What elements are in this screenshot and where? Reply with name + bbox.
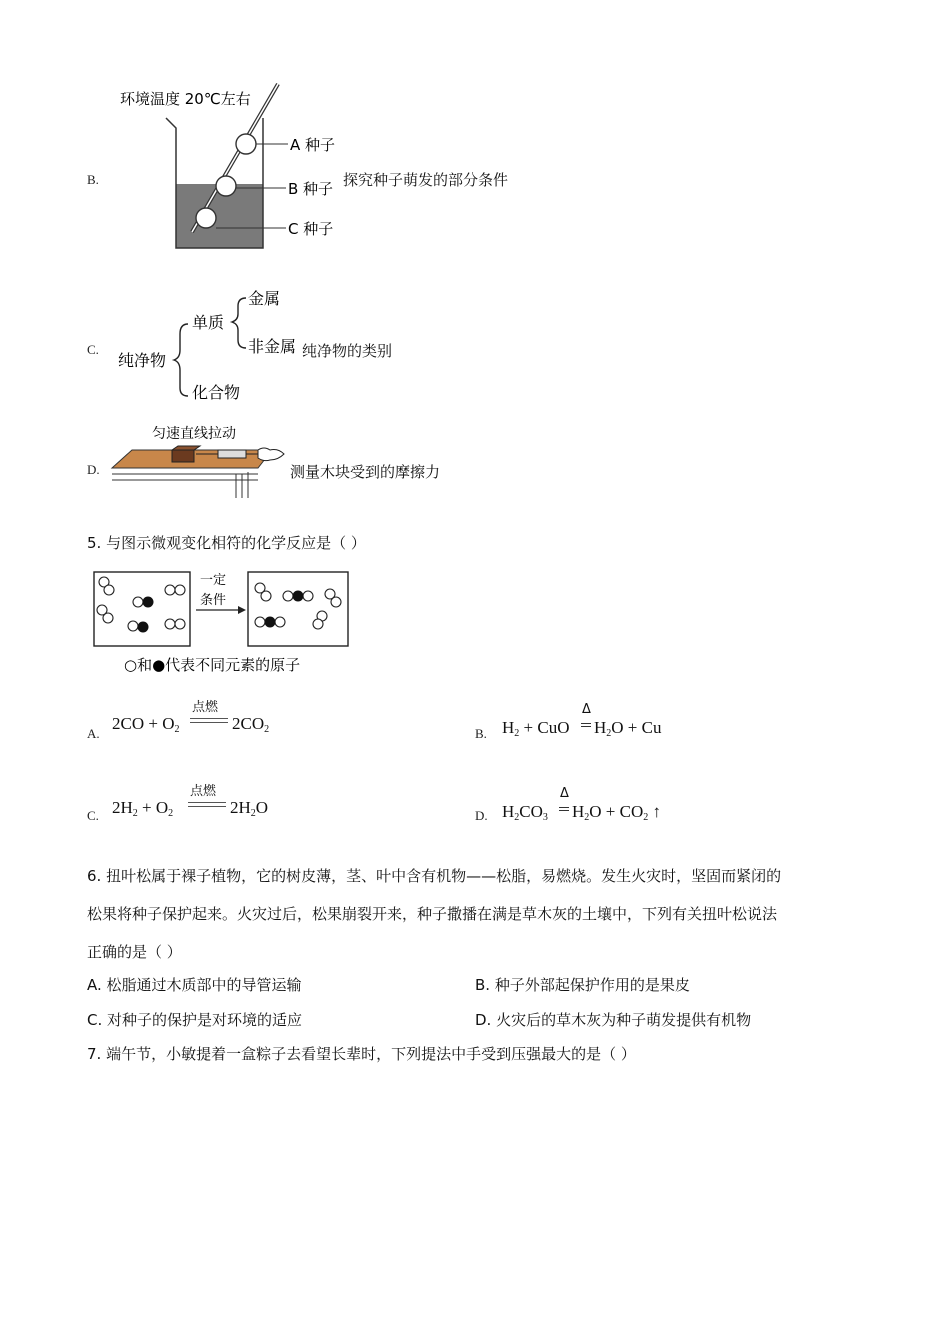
metal-text: 金属 <box>248 289 281 308</box>
q5-option-b-equation: $H_2$ + CuO Δ $H_2O + Cu$ <box>502 702 662 739</box>
q5-option-d-label: D. <box>475 808 488 823</box>
simple-text: 单质 <box>192 313 225 332</box>
q5-option-d-equation: $H_2CO_3$ Δ $H_2O + CO_2$ ↑ <box>502 786 662 823</box>
q6-stem-line2: 松果将种子保护起来。火灾过后，松果崩裂开来，种子撒播在满是草木灰的土壤中，下列有关扭叶松说法 <box>87 905 778 923</box>
root-text: 纯净物 <box>118 351 167 370</box>
q6-stem-line1: 6. 扭叶松属于裸子植物，它的树皮薄，茎、叶中含有机物——松脂，易燃烧。发生火灾时，坚固而紧闭的 <box>87 867 782 885</box>
q7-stem: 7. 端午节，小敏提着一盒粽子去看望长辈时，下列提法中手受到压强最大的是（ ） <box>87 1045 636 1063</box>
spring-scale <box>218 450 246 458</box>
option-c-caption: 纯净物的类别 <box>302 342 393 360</box>
q5-d-condition: Δ <box>560 786 569 801</box>
q5-option-b-label: B. <box>475 726 487 741</box>
seed-a <box>236 134 256 154</box>
option-b-label: B. <box>87 172 99 187</box>
seed-b-label: B 种子 <box>288 180 334 198</box>
env-temp-text: 环境温度 20℃左右 <box>120 90 251 108</box>
q5-option-a-label: A. <box>87 726 100 741</box>
option-b-caption: 探究种子萌发的部分条件 <box>343 171 509 189</box>
seed-a-label: A 种子 <box>290 136 336 154</box>
wood-block <box>172 450 194 462</box>
products-box <box>248 572 348 646</box>
condition-line1: 一定 <box>200 573 227 588</box>
q6-option-d: D. 火灾后的草木灰为种子萌发提供有机物 <box>475 1011 752 1029</box>
friction-figure <box>108 420 290 500</box>
legend-text: ○和●代表不同元素的原子 <box>124 656 301 674</box>
nonmetal-text: 非金属 <box>248 337 297 356</box>
option-c-label: C. <box>87 342 99 357</box>
seed-b <box>216 176 236 196</box>
q5-stem: 5. 与图示微观变化相符的化学反应是（ ） <box>87 534 366 552</box>
option-d-caption: 测量木块受到的摩擦力 <box>290 463 441 481</box>
condition-line2: 条件 <box>200 593 227 608</box>
hand <box>258 448 284 461</box>
q5-option-c-equation: $2H_2 + O_2$ 点燃 $2H_2O$ <box>112 780 292 824</box>
q5-a-condition: 点燃 <box>192 700 219 715</box>
micro-reaction-figure <box>90 566 352 676</box>
q6-stem-line3: 正确的是（ ） <box>87 943 182 961</box>
q5-option-c-label: C. <box>87 808 99 823</box>
q6-option-b: B. 种子外部起保护作用的是果皮 <box>475 976 690 994</box>
pure-substance-tree <box>112 284 304 406</box>
option-d-label: D. <box>87 462 100 477</box>
seed-c-label: C 种子 <box>288 220 334 238</box>
q5-option-a-equation: $2CO + O_2$ 点燃 $2CO_2$ <box>112 696 282 740</box>
q6-option-a: A. 松脂通过木质部中的导管运输 <box>87 976 302 994</box>
pull-text: 匀速直线拉动 <box>152 426 236 442</box>
q6-option-c: C. 对种子的保护是对环境的适应 <box>87 1011 303 1029</box>
compound-text: 化合物 <box>192 383 241 402</box>
q5-c-condition: 点燃 <box>190 784 217 799</box>
q5-b-condition: Δ <box>582 702 591 717</box>
seed-c <box>196 208 216 228</box>
seed-germination-figure <box>110 82 350 254</box>
